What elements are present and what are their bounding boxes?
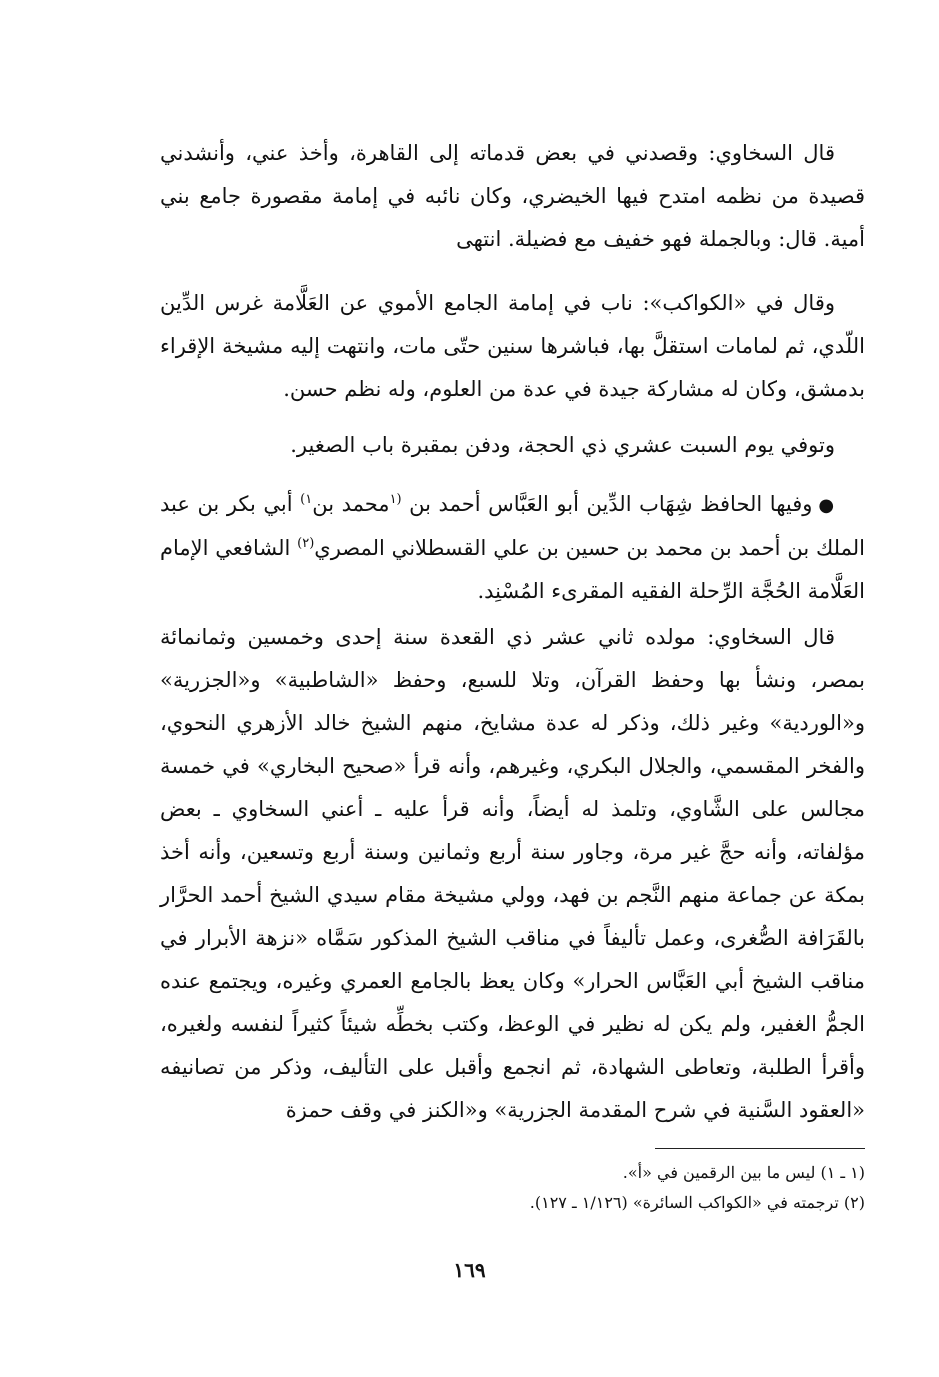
footnote-marker-2: (٢) [297, 536, 315, 551]
entry-text-part3: أبي بكر بن عبد الملك بن أحمد بن محمد بن حسين بن علي القسطلاني المصري [160, 492, 865, 560]
paragraph-sakhawi-visit: قال السخاوي: وقصدني في بعض قدماته إلى القاهرة، وأخذ عني، وأنشدني قصيدة من نظمه امتدح فيها الخيضري، وكان نائبه في إمامة مقصورة جامع بني أمية. قال: وبالجملة فهو خفيف مع فضيلة. انتهى [160, 141, 865, 251]
paragraph-kawakib-quote: وقال في «الكواكب»: ناب في إمامة الجامع الأموي عن العَلَّامة غرس الدِّين اللّدي، ثم لمامات استقلَّ بها، فباشرها سنين حتّى مات، وانتهت إليه مشيخة الإقراء بدمشق، وكان له مشاركة جيدة في عدة من العلوم، وله نظم حسن. [160, 291, 865, 401]
page-number: ١٦٩ [453, 1258, 486, 1282]
bullet-marker: ● [818, 495, 835, 516]
footnote-2: (٢) ترجمته في «الكواكب السائرة» (١/١٢٦ ـ ١٢٧). [529, 1193, 865, 1212]
paragraph-death-date: وتوفي يوم السبت عشري ذي الحجة، ودفن بمقبرة باب الصغير. [290, 433, 835, 457]
entry-text-part1: وفيها الحافظ شِهَاب الدِّين أبو العَبَّاس أحمد بن [401, 492, 813, 516]
footnote-marker-1-start: (١ [389, 492, 402, 507]
paragraph-qastallani-entry [160, 483, 865, 613]
footnotes-section [160, 1158, 865, 1218]
entry-text-part2: محمد بن [312, 492, 390, 516]
footnote-marker-1-end: ١) [300, 492, 313, 507]
paragraph-sakhawi-biography: قال السخاوي: مولده ثاني عشر ذي القعدة سنة إحدى وخمسين وثمانمائة بمصر، ونشأ بها وحفظ القرآن، وتلا للسبع، وحفظ «الشاطبية» و«الجزرية» و«الوردية» وغير ذلك، وذكر له عدة مشايخ، منهم الشيخ خالد الأزهري النحوي، والفخر المقسمي، والجلال البكري، وغيرهم، وأنه قرأ «صحيح البخاري» في خمسة مجالس على الشَّاوي، وتلمذ له أيضاً، وأنه قرأ عليه ـ أعني السخاوي ـ بعض مؤلفاته، وأنه حجَّ غير مرة، وجاور سنة أربع وثمانين وسنة أربع وتسعين، وأنه أخذ بمكة عن جماعة منهم النَّجم بن فهد، وولي مشيخة مقام سيدي الشيخ أحمد الحرَّار بالقَرَافة الصُّغرى، وعمل تأليفاً في مناقب الشيخ المذكور سَمَّاه «نزهة الأبرار في مناقب الشيخ أبي العَبَّاس الحرار» وكان يعظ بالجامع العمري وغيره، ويجتمع عنده الجمُّ الغفير، ولم يكن له نظير في الوعظ، وكتب بخطِّه شيئاً كثيراً لنفسه ولغيره، وأقرأ الطلبة، وتعاطى الشهادة، ثم انجمع وأقبل على التأليف، وذكر من تصانيفه «العقود السَّنية في شرح المقدمة الجزرية» و«الكنز في وقف حمزة [160, 625, 865, 1122]
footnote-1: (١ ـ ١) ليس ما بين الرقمين في «أ». [622, 1163, 865, 1182]
footnote-divider [655, 1148, 865, 1149]
entry-text-part4: الشافعي الإمام العَلَّامة الحُجَّة الرِّحلة الفقيه المقرىء المُسْنِد. [160, 536, 865, 603]
